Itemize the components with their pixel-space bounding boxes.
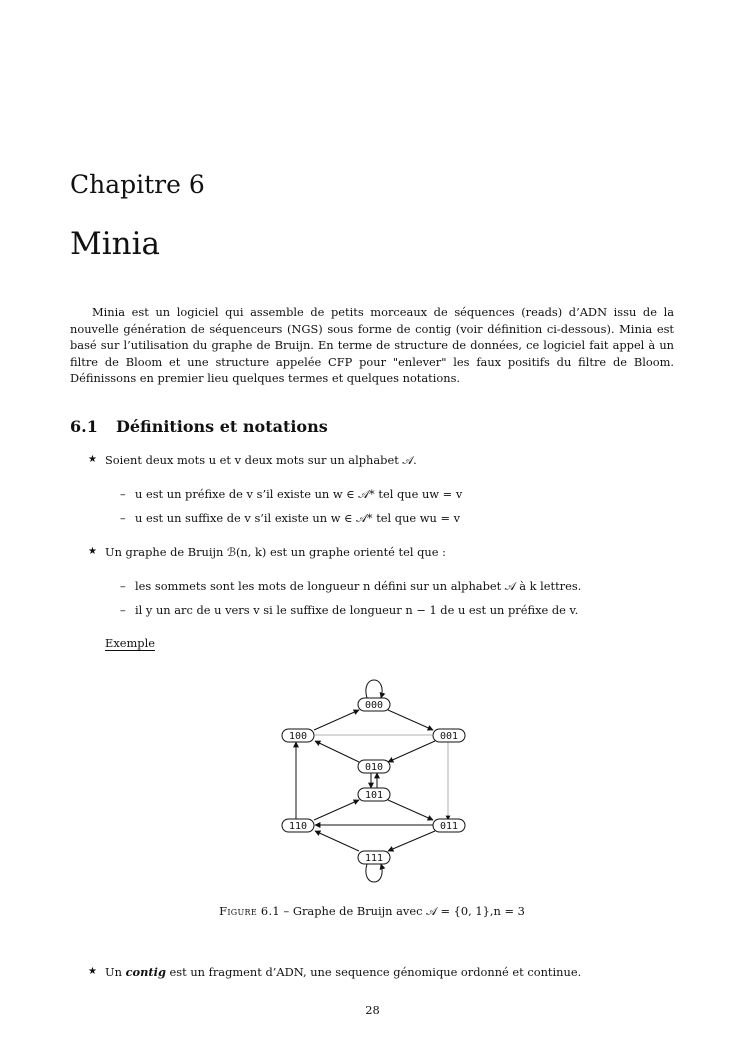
page-number: 28 (365, 1003, 380, 1017)
sub-item-text: les sommets sont les mots de longueur n défini sur un alphabet 𝒜 à k lettres. (135, 579, 582, 593)
graph-node (358, 788, 390, 801)
svg-text:011: 011 (439, 821, 459, 832)
section-heading (70, 417, 328, 436)
edge-110-101 (314, 800, 359, 820)
example-label: Exemple (105, 636, 155, 650)
section-number: 6.1 (70, 417, 98, 436)
svg-text:111: 111 (364, 853, 384, 864)
bullet-text-start: Un (105, 965, 126, 979)
bullet-text: Un graphe de Bruijn ℬ(n, k) est un graphe orienté tel que : (105, 545, 446, 559)
chapter-title: Minia (70, 226, 161, 262)
edge-010-100 (315, 741, 359, 762)
sub-item-text: il y un arc de u vers v si le suffixe de longueur n − 1 de u est un préfixe de v. (135, 603, 579, 617)
chapter-label: Chapitre 6 (70, 170, 205, 199)
svg-text:001: 001 (439, 731, 459, 742)
figure-label: Figure 6.1 (219, 904, 280, 918)
edge-000-000 (366, 680, 382, 698)
bullet-text: Soient deux mots u et v deux mots sur un alphabet 𝒜. (105, 453, 417, 467)
figure-caption (70, 904, 674, 919)
de-bruijn-graph (270, 664, 480, 894)
intro-paragraph: Minia est un logiciel qui assemble de petits morceaux de séquences (reads) d’ADN issu de la nouvelle génération de séquenceurs (NGS) sous forme de contig (voir définition ci-dessous). Minia est basé sur l’utilisation du graphe de Bruijn. En terme de structure de données, ce logiciel fait appel à un filtre de Bloom et une structure appelée CFP pour "enlever" les faux positifs du filtre de Bloom. Définissons en premier lieu quelques termes et quelques notations. (70, 305, 674, 386)
figure-caption-text: – Graphe de Bruijn avec 𝒜 = {0, 1},n = 3 (279, 904, 525, 918)
dash-bullet-icon: – (120, 603, 126, 617)
contig-term: contig (125, 965, 166, 979)
dash-bullet-icon: – (120, 487, 126, 501)
edge-101-011 (388, 800, 433, 820)
svg-text:010: 010 (364, 762, 384, 773)
dash-bullet-icon: – (120, 511, 126, 525)
graph-node (358, 851, 390, 864)
svg-text:100: 100 (288, 731, 308, 742)
edge-111-111 (366, 864, 382, 882)
sub-item-text: u est un suffixe de v s’il existe un w ∈ 𝒜* tel que wu = v (135, 511, 461, 525)
graph-node (282, 819, 314, 832)
graph-node (358, 698, 390, 711)
edge-011-111 (388, 831, 435, 851)
sub-item-text: u est un préfixe de v s’il existe un w ∈ 𝒜* tel que uw = v (135, 487, 463, 501)
star-bullet-icon: ★ (88, 454, 97, 465)
graph-node (433, 819, 465, 832)
graph-node (358, 760, 390, 773)
svg-text:110: 110 (288, 821, 308, 832)
svg-text:101: 101 (364, 790, 384, 801)
graph-node (282, 729, 314, 742)
edge-100-000 (314, 710, 359, 730)
edge-111-110 (315, 831, 359, 851)
svg-text:000: 000 (364, 700, 384, 711)
section-title: Définitions et notations (116, 417, 328, 436)
bullet-text-end: est un fragment d’ADN, une sequence génomique ordonné et continue. (165, 965, 582, 979)
star-bullet-icon: ★ (88, 966, 97, 977)
bullet-text (105, 965, 581, 979)
star-bullet-icon: ★ (88, 546, 97, 557)
dash-bullet-icon: – (120, 579, 126, 593)
edge-001-010 (388, 741, 435, 762)
edge-000-001 (388, 710, 433, 730)
graph-node (433, 729, 465, 742)
